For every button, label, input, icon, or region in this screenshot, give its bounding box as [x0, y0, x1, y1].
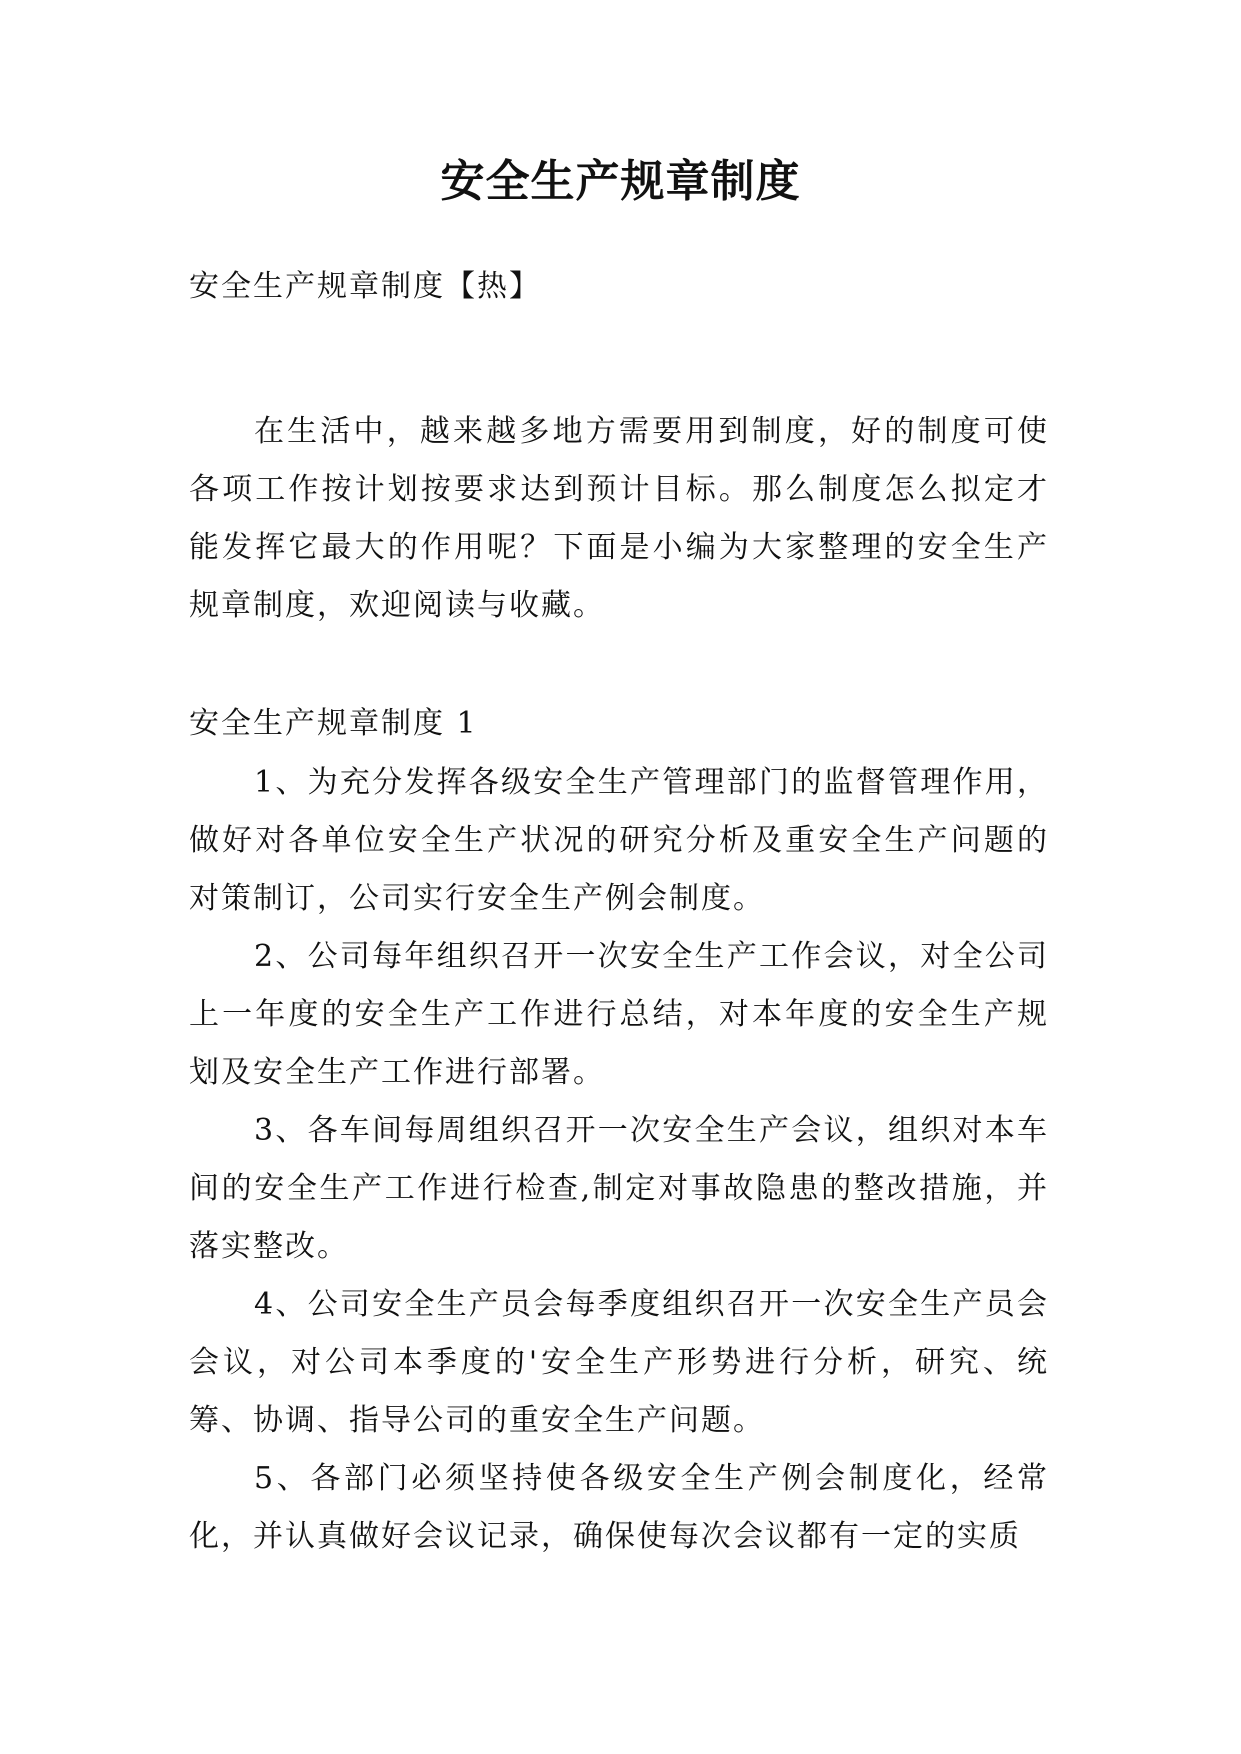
- intro-paragraph: 在生活中，越来越多地方需要用到制度，好的制度可使各项工作按计划按要求达到预计目标。那么制度怎么拟定才能发挥它最大的作用呢？下面是小编为大家整理的安全生产规章制度，欢迎阅读与收藏。: [189, 414, 1049, 623]
- document-subtitle: 安全生产规章制度【热】: [189, 269, 541, 304]
- regulation-item-3: 3、各车间每周组织召开一次安全生产会议，组织对本车间的安全生产工作进行检查,制定对事故隐患的整改措施，并落实整改。: [189, 1113, 1049, 1264]
- regulation-item-1: 1、为充分发挥各级安全生产管理部门的监督管理作用，做好对各单位安全生产状况的研究分析及重安全生产问题的对策制订，公司实行安全生产例会制度。: [189, 765, 1049, 916]
- regulation-list: [189, 754, 1049, 1566]
- section-heading: 安全生产规章制度 1: [189, 706, 478, 741]
- regulation-item-4: 4、公司安全生产员会每季度组织召开一次安全生产员会会议，对公司本季度的'安全生产形势进行分析，研究、统筹、协调、指导公司的重安全生产问题。: [189, 1287, 1049, 1438]
- regulation-item-2: 2、公司每年组织召开一次安全生产工作会议，对全公司上一年度的安全生产工作进行总结，对本年度的安全生产规划及安全生产工作进行部署。: [189, 939, 1049, 1090]
- document-title: 安全生产规章制度: [440, 156, 801, 207]
- regulation-item-5: 5、各部门必须坚持使各级安全生产例会制度化，经常化，并认真做好会议记录，确保使每次会议都有一定的实质: [189, 1461, 1049, 1554]
